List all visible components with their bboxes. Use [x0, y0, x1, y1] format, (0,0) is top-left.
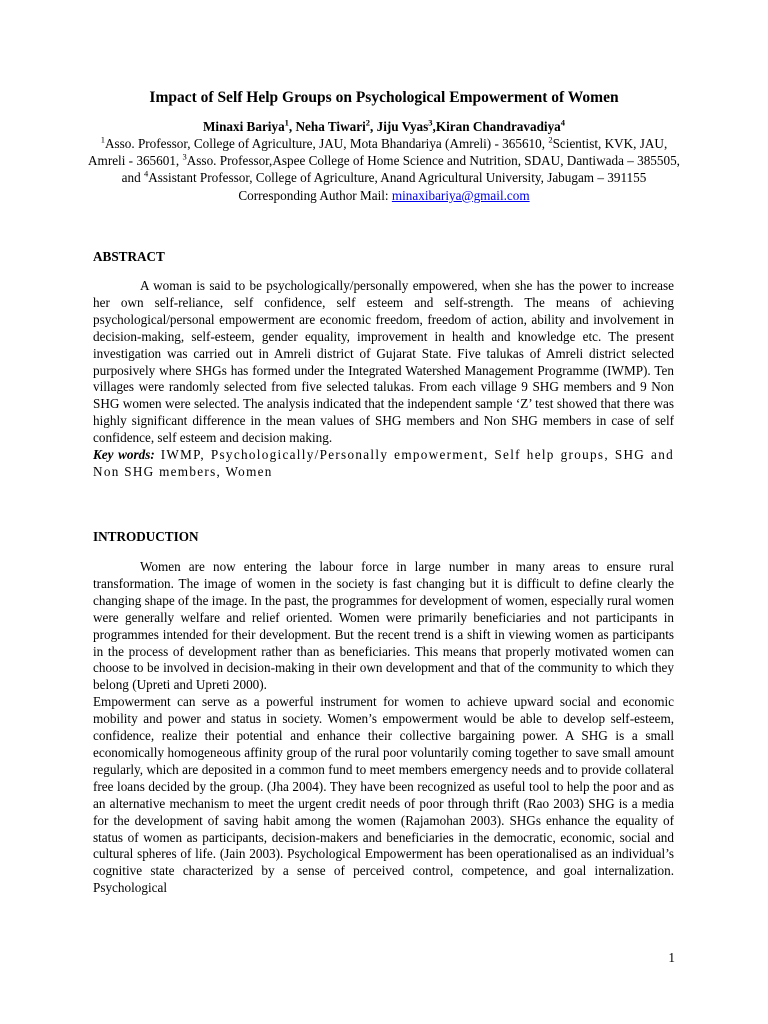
author-line: Minaxi Bariya$^1$, Neha Tiwari$^2$, Jiju Vyas$^3$,Kiran Chandravadiya$^4$: [202, 117, 566, 134]
author-name: Minaxi Bariya: [202, 119, 285, 134]
corresponding-label: Corresponding Author Mail:: [238, 187, 392, 203]
keywords-text: IWMP, Psychologically/Personally empowerment, Self help groups, SHG and Non SHG members, Women: [93, 447, 674, 479]
author-sup: 4: [560, 117, 566, 128]
affiliation-sup: 4: [144, 169, 149, 180]
corresponding-author: [88, 187, 680, 204]
author-email-link[interactable]: minaxibariya@gmail.com: [391, 187, 530, 203]
paper-title: Impact of Self Help Groups on Psychological Empowerment of Women: [149, 89, 619, 106]
affiliation-sup: 3: [182, 151, 187, 162]
page-number: 1: [668, 950, 675, 965]
author-sup: 2: [365, 117, 370, 128]
author-sup: 3: [428, 117, 433, 128]
affiliation-1: Asso. Professor, College of Agriculture, JAU, Mota Bhandariya (Amreli) - 365610,: [104, 136, 546, 151]
affiliation-2: Scientist, KVK, JAU, Amreli - 365601,: [88, 136, 668, 169]
affiliation-block: [88, 135, 680, 187]
author-name: Kiran Chandravadiya: [435, 119, 561, 134]
affiliation-4: Assistant Professor, College of Agriculture, Anand Agricultural University, Jabugam – 391155: [148, 170, 647, 186]
abstract-text: A woman is said to be psychologically/personally empowered, when she has the power to increase her own self-reliance, self confidence, self esteem and self-strength. The means of achieving psychological/personal empowerment are economic freedom, freedom of action, ability and involvement in decision-making, self-esteem, gender equality, improvement in health and knowledge etc. The present investigation was carried out in Amreli district of Gujarat State. Five talukas of Amreli district selected purposively where SHGs has formed under the Integrated Watershed Management Programme (IWMP). Ten villages were randomly selected from five selected talukas. From each village 9 SHG members and 9 Non SHG women were selected. The analysis indicated that the independent sample ‘Z’ test showed that there was highly significant difference in the mean values of SHG members and Non SHG members in case of self confidence, self esteem and decision making.: [93, 278, 674, 446]
keywords-label: Key words:: [93, 447, 155, 463]
affiliation-sup: 2: [548, 134, 553, 145]
affiliation-3: Asso. Professor,Aspee College of Home Science and Nutrition, SDAU, Dantiwada – 385505, and: [121, 153, 680, 186]
keywords: [93, 447, 674, 481]
author-name: Neha Tiwari: [295, 119, 366, 134]
intro-paragraph-2: Empowerment can serve as a powerful instrument for women to achieve upward social and economic mobility and power and status in society. Women’s empowerment would be able to develop self-esteem, confidence, realize their potential and enhance their collective bargaining power. A SHG is a small economically homogeneous affinity group of the rural poor voluntarily coming together to save small amount regularly, which are deposited in a common fund to meet members emergency needs and to provide collateral free loans decided by the group. (Jha 2004). They have been recognized as useful tool to help the poor and as an alternative mechanism to meet the urgent credit needs of poor through thrift (Rao 2003) SHG is a media for the development of saving habit among the women (Rajamohan 2003). SHGs enhance the equality of status of women as participants, decision-makers and beneficiaries in the democratic, economic, social and cultural spheres of life. (Jain 2003). Psychological Empowerment has been operationalised as an individual’s cognitive state characterized by a sense of perceived control, competence, and goal internalization. Psychological: [93, 694, 674, 896]
author-name: Jiju Vyas: [376, 119, 429, 134]
author-sup: 1: [284, 117, 289, 128]
abstract-section: [93, 278, 674, 481]
introduction-section: [93, 559, 674, 897]
abstract-heading: ABSTRACT: [93, 249, 165, 264]
intro-paragraph-1: Women are now entering the labour force in large number in many areas to ensure rural transformation. The image of women in the society is fast changing but it is difficult to define clearly the changing shape of the image. In the past, the programmes for development of women, especially rural women were generally welfare and relief oriented. Women were primarily beneficiaries and not participants in programmes intended for their development. But the recent trend is a shift in viewing women as participants in the process of development rather than as beneficiaries. This means that properly motivated women can choose to be involved in decision-making in their own development and that of the community to which they belong (Upreti and Upreti 2000).: [93, 559, 674, 693]
affiliations: [88, 135, 680, 204]
introduction-heading: INTRODUCTION: [93, 529, 199, 544]
affiliation-sup: 1: [100, 134, 105, 145]
